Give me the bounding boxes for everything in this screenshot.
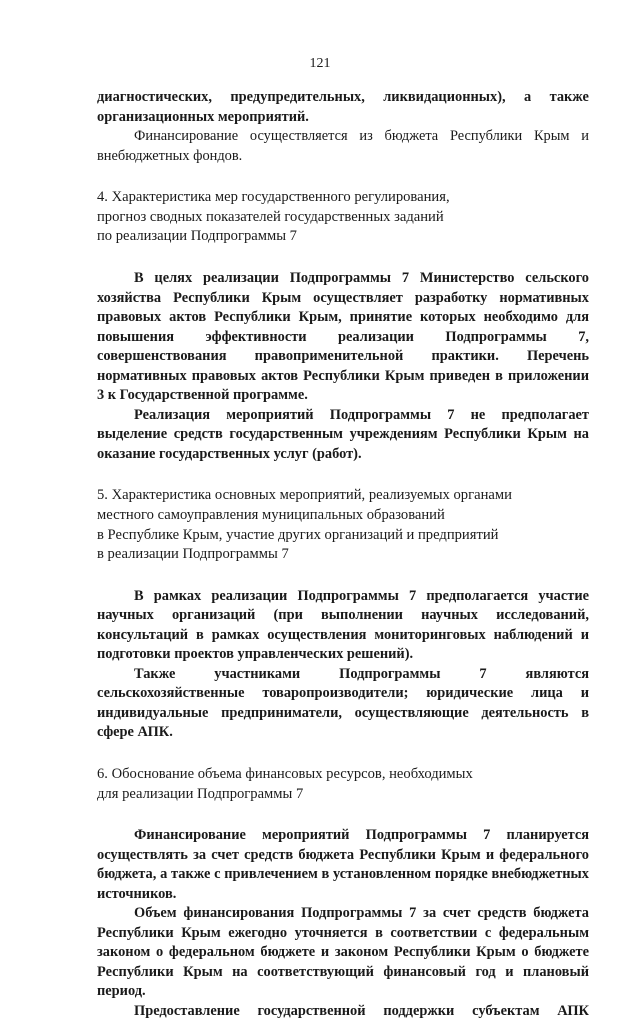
intro-financing-paragraph: Финансирование осуществляется из бюджета Республики Крым и внебюджетных фондов. — [97, 128, 589, 164]
paragraph-word: поддержки — [383, 1002, 455, 1019]
heading-line: по реализации Подпрограммы 7 — [97, 228, 297, 245]
paragraph-word: АПК — [557, 1002, 589, 1019]
intro-word: ликвидационных), — [383, 89, 506, 105]
section-6-heading — [97, 765, 589, 804]
paragraph-word: субъектам — [472, 1002, 540, 1019]
paragraph-word: государственной — [257, 1002, 366, 1019]
section-5-heading — [97, 486, 589, 565]
heading-line: 5. Характеристика основных мероприятий, реализуемых органами — [97, 487, 512, 504]
section-6-paragraph-1: Финансирование мероприятий Подпрограммы 7 планируется осуществлять за счет средств бюджета Республики Крым и федерального бюджета, а также с привлечением в установленном порядке внебюджетных источников. — [97, 827, 589, 902]
heading-line: 6. Обоснование объема финансовых ресурсов, необходимых — [97, 765, 473, 782]
heading-line: в реализации Подпрограммы 7 — [97, 546, 289, 563]
section-4-paragraph-1: В целях реализации Подпрограммы 7 Министерство сельского хозяйства Республики Крым осуществляет разработку нормативных правовых актов Республики Крым, принятие которых необходимо для повышения эффективности реализации Подпрограммы 7, совершенствования правоприменительной практики. Перечень нормативных правовых актов Республики Крым приведен в приложении 3 к Государственной программе. — [97, 270, 589, 404]
intro-line-1 — [97, 88, 589, 108]
intro-word: предупредительных, — [230, 89, 365, 105]
heading-line: 4. Характеристика мер государственного регулирования, — [97, 189, 450, 205]
intro-word: а — [524, 89, 532, 105]
heading-line: местного самоуправления муниципальных образований — [97, 506, 445, 523]
paragraph-word: Предоставление — [134, 1002, 240, 1019]
intro-word: диагностических, — [97, 89, 212, 105]
section-5-paragraph-1: В рамках реализации Подпрограммы 7 предполагается участие научных организаций (при выполнении научных исследований, консультаций в рамках осуществления мониторинговых наблюдений и подготовки проектов управленческих решений). — [97, 587, 589, 663]
section-6-paragraph-2: Объем финансирования Подпрограммы 7 за счет средств бюджета Республики Крым ежегодно уточняется в соответствии с федеральным законом о федеральном бюджете и законом Республики Крым о бюджете Республики Крым на соответствующий финансовый год и плановый период. — [97, 905, 589, 1000]
section-4-paragraph-2: Реализация мероприятий Подпрограммы 7 не предполагает выделение средств государственным учреждениям Республики Крым на оказание государственных услуг (работ). — [97, 406, 589, 462]
heading-line: в Республике Крым, участие других организаций и предприятий — [97, 526, 499, 543]
section-5-paragraph-2: Также участниками Подпрограммы 7 являются сельскохозяйственные товаропроизводители; юридические лица и индивидуальные предприниматели, осуществляющие деятельность в сфере АПК. — [97, 665, 589, 741]
page-number: 121 — [309, 56, 331, 71]
heading-line: для реализации Подпрограммы 7 — [97, 785, 304, 802]
section-4-heading — [97, 188, 589, 247]
intro-word: также — [549, 89, 589, 105]
document-body — [97, 88, 589, 1021]
section-6-paragraph-3 — [97, 1002, 589, 1021]
heading-line: прогноз сводных показателей государственных заданий — [97, 208, 444, 225]
intro-line-2: организационных мероприятий. — [97, 108, 309, 125]
